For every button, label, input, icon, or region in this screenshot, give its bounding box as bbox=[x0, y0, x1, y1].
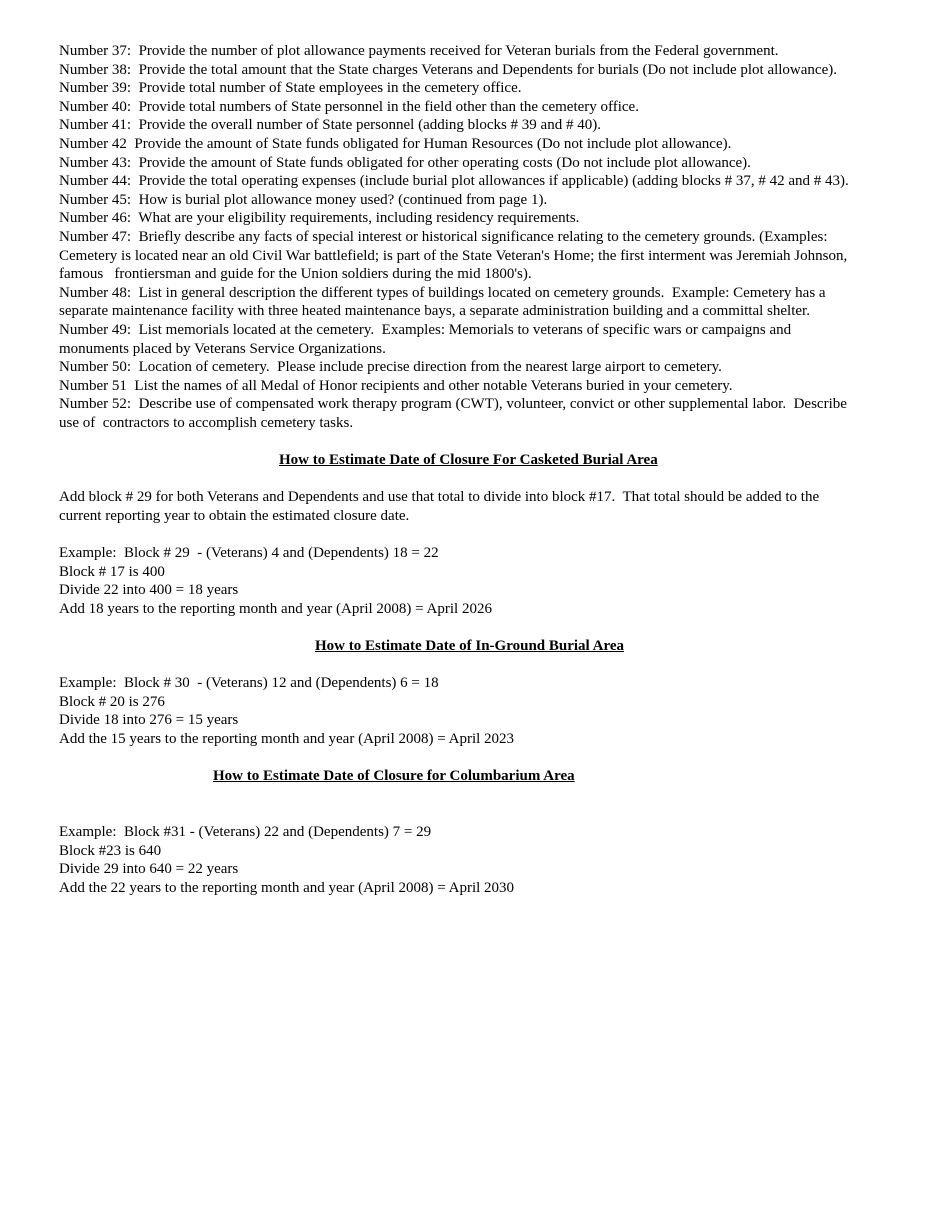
instruction-46: Number 46: What are your eligibility requirements, including residency requirements. bbox=[59, 210, 580, 227]
spacer bbox=[59, 804, 889, 823]
instruction-48-line-2: separate maintenance facility with three heated maintenance bays, a separate administration building and a committal shelter. bbox=[59, 303, 810, 320]
columbarium-example-line-4: Add the 22 years to the reporting month and year (April 2008) = April 2030 bbox=[59, 879, 515, 896]
columbarium-example-line-2: Block #23 is 640 bbox=[59, 842, 162, 859]
spacer bbox=[59, 656, 889, 675]
spacer bbox=[59, 525, 889, 544]
spacer bbox=[59, 432, 889, 451]
inground-example-line-4: Add the 15 years to the reporting month and year (April 2008) = April 2023 bbox=[59, 730, 515, 747]
casketed-section bbox=[59, 451, 889, 618]
inground-example-line-3: Divide 18 into 276 = 15 years bbox=[59, 712, 239, 729]
instruction-52-line-2: use of contractors to accomplish cemetery tasks. bbox=[59, 414, 354, 431]
spacer bbox=[59, 618, 889, 637]
instruction-52-line-1: Number 52: Describe use of compensated work therapy program (CWT), volunteer, convict or other supplemental labor. Describe bbox=[59, 396, 847, 413]
inground-example-line-2: Block # 20 is 276 bbox=[59, 693, 165, 710]
columbarium-example-line-1: Example: Block #31 - (Veterans) 22 and (Dependents) 7 = 29 bbox=[59, 823, 432, 840]
document-page bbox=[59, 42, 889, 897]
casketed-example-line-2: Block # 17 is 400 bbox=[59, 563, 165, 580]
instruction-42: Number 42 Provide the amount of State funds obligated for Human Resources (Do not include plot allowance). bbox=[59, 135, 732, 152]
instruction-44: Number 44: Provide the total operating expenses (include burial plot allowances if applicable) (adding blocks # 37, # 42 and # 43). bbox=[59, 173, 849, 190]
spacer bbox=[59, 749, 889, 768]
casketed-intro-line-2: current reporting year to obtain the estimated closure date. bbox=[59, 507, 410, 524]
casketed-intro-line-1: Add block # 29 for both Veterans and Dependents and use that total to divide into block #17. That total should be added to the bbox=[59, 489, 820, 506]
instruction-51: Number 51 List the names of all Medal of Honor recipients and other notable Veterans buried in your cemetery. bbox=[59, 377, 733, 394]
instruction-47-line-1: Number 47: Briefly describe any facts of special interest or historical significance relating to the cemetery grounds. (Examples: bbox=[59, 228, 828, 245]
spacer bbox=[59, 470, 889, 489]
casketed-example-line-1: Example: Block # 29 - (Veterans) 4 and (Dependents) 18 = 22 bbox=[59, 545, 439, 562]
columbarium-example-line-3: Divide 29 into 640 = 22 years bbox=[59, 861, 239, 878]
instruction-47-line-2: Cemetery is located near an old Civil War battlefield; is part of the State Veteran's Home; the first interment was Jeremiah Johnson, bbox=[59, 247, 848, 264]
instruction-47-line-3: famous frontiersman and guide for the Union soldiers during the mid 1800's). bbox=[59, 266, 532, 283]
instruction-48-line-1: Number 48: List in general description the different types of buildings located on cemetery grounds. Example: Cemetery has a bbox=[59, 284, 826, 301]
instruction-50: Number 50: Location of cemetery. Please include precise direction from the nearest large airport to cemetery. bbox=[59, 359, 722, 376]
instruction-39: Number 39: Provide total number of State employees in the cemetery office. bbox=[59, 80, 522, 97]
spacer bbox=[59, 786, 889, 805]
instruction-49-line-2: monuments placed by Veterans Service Organizations. bbox=[59, 340, 386, 357]
instruction-45: Number 45: How is burial plot allowance money used? (continued from page 1). bbox=[59, 191, 548, 208]
inground-example-line-1: Example: Block # 30 - (Veterans) 12 and (Dependents) 6 = 18 bbox=[59, 675, 439, 692]
columbarium-heading: How to Estimate Date of Closure for Columbarium Area bbox=[213, 768, 575, 785]
casketed-example-line-4: Add 18 years to the reporting month and year (April 2008) = April 2026 bbox=[59, 600, 492, 617]
columbarium-section bbox=[59, 767, 889, 897]
instruction-43: Number 43: Provide the amount of State funds obligated for other operating costs (Do not include plot allowance). bbox=[59, 154, 751, 171]
instructions-list bbox=[59, 42, 889, 432]
inground-section bbox=[59, 637, 889, 749]
instruction-40: Number 40: Provide total numbers of State personnel in the field other than the cemetery office. bbox=[59, 98, 639, 115]
inground-heading: How to Estimate Date of In-Ground Burial Area bbox=[315, 638, 625, 654]
instruction-49-line-1: Number 49: List memorials located at the cemetery. Examples: Memorials to veterans of specific wars or campaigns and bbox=[59, 321, 792, 338]
casketed-example-line-3: Divide 22 into 400 = 18 years bbox=[59, 582, 239, 599]
instruction-38: Number 38: Provide the total amount that the State charges Veterans and Dependents for burials (Do not include plot allowance). bbox=[59, 61, 837, 78]
casketed-heading: How to Estimate Date of Closure For Casketed Burial Area bbox=[279, 452, 658, 469]
instruction-37: Number 37: Provide the number of plot allowance payments received for Veteran burials from the Federal government. bbox=[59, 43, 779, 59]
instruction-41: Number 41: Provide the overall number of State personnel (adding blocks # 39 and # 40). bbox=[59, 117, 601, 134]
